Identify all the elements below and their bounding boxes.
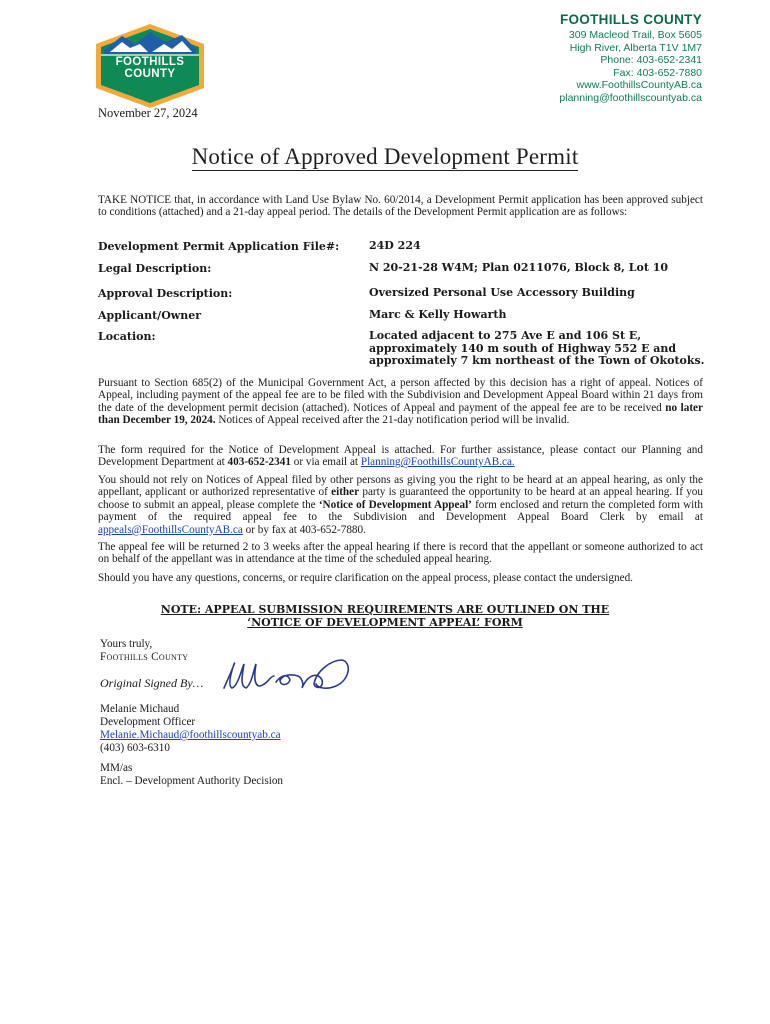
enclosure-line: Encl. – Development Authority Decision [100, 775, 284, 787]
detail-row-location [98, 330, 708, 374]
initials: MM/as [100, 762, 133, 774]
detail-row-file [98, 240, 708, 262]
detail-value: N 20-21-28 W4M; Plan 0211076, Block 8, Lot 10 [369, 261, 669, 274]
address-line-1: 309 Macleod Trail, Box 5605 [568, 29, 702, 41]
yours-truly: Yours truly, [100, 638, 153, 650]
detail-row-approval [98, 287, 708, 309]
planning-email-link[interactable]: Planning@FoothillsCountyAB.ca. [360, 456, 515, 469]
procedure-text-b: party is guaranteed the opportunity to be heard at an appeal hearing. If you choose to submit an appeal, please complete the [98, 486, 703, 511]
detail-label: Applicant/Owner [98, 309, 202, 322]
detail-row-legal [98, 262, 708, 287]
signatory-email-link[interactable]: Melanie.Michaud@foothillscountyab.ca [100, 729, 281, 741]
organization-header [442, 12, 702, 105]
form-contact-text: The form required for the Notice of Development Appeal is attached. For further assistance, please contact our Planning and Development Department at [98, 444, 703, 469]
signatory-block [100, 703, 281, 755]
procedure-text-d: or by fax at 403-652-7880. [242, 523, 366, 536]
detail-value: Oversized Personal Use Accessory Building [369, 286, 635, 299]
appeal-rights-text: Pursuant to Section 685(2) of the Municipal Government Act, a person affected by this decision has a right of appeal. Notices of Appeal, including payment of the appeal fee are to be filed with the Subdivision and Development Appeal Board within 21 days from the date of the development permit decision (attached). Notices of Appeal and payment of the appeal fee are to be received [98, 377, 703, 414]
signatory-phone: (403) 603-6310 [100, 742, 170, 754]
procedure-text-c: form enclosed and return the completed form with payment of the required appeal fee to the Subdivision and Development Appeal Board Clerk by email at [98, 498, 703, 524]
detail-label: Location: [98, 330, 156, 343]
foothills-county-logo [92, 22, 208, 110]
appeal-procedure-paragraph [98, 474, 703, 536]
appeal-fee-paragraph: The appeal fee will be returned 2 to 3 weeks after the appeal hearing if there is record that the appellant or someone authorized to act on behalf of the appellant was in attendance at the time of the scheduled appeal hearing. [98, 541, 703, 566]
fax-line: Fax: 403-652-7880 [613, 66, 702, 79]
email-line[interactable]: planning@foothillscountyab.ca [559, 91, 702, 104]
closing-org: Foothills County [100, 651, 189, 663]
appeal-form-name: ‘Notice of Development Appeal’ [318, 498, 472, 511]
detail-value: 24D 224 [369, 239, 421, 252]
document-title [0, 144, 770, 170]
procedure-text-a: You should not rely on Notices of Appeal filed by other persons as giving you the right to be heard at an appeal hearing, as only the appellant, applicant or authorized representative of [98, 474, 703, 499]
phone-line: Phone: 403-652-2341 [600, 54, 702, 67]
signature-icon [218, 650, 358, 700]
detail-label: Development Permit Application File#: [98, 240, 340, 253]
appeal-rights-tail: Notices of Appeal received after the 21-day notification period will be invalid. [215, 414, 570, 427]
permit-details [98, 240, 708, 374]
signatory-name: Melanie Michaud [100, 703, 180, 715]
original-signed-by: Original Signed By… [100, 676, 204, 690]
org-name: FOOTHILLS COUNTY [559, 12, 702, 27]
submission-note [0, 603, 770, 629]
logo-text [92, 56, 208, 80]
detail-label: Legal Description: [98, 262, 212, 275]
detail-row-applicant [98, 309, 708, 330]
detail-label: Approval Description: [98, 287, 233, 300]
enclosure-block [100, 762, 283, 788]
logo-line-1: FOOTHILLS [115, 56, 185, 68]
appeal-rights-paragraph [98, 377, 703, 427]
either-emphasis: either [331, 486, 360, 499]
note-line-2: ‘NOTICE OF DEVELOPMENT APPEAL’ FORM [247, 616, 523, 629]
address-line-2: High River, Alberta T1V 1M7 [569, 41, 702, 54]
appeals-email-link[interactable]: appeals@FoothillsCountyAB.ca [98, 523, 243, 536]
note-line-1: NOTE: APPEAL SUBMISSION REQUIREMENTS ARE OUTLINED ON THE [160, 603, 610, 616]
form-contact-mid: or via email at [290, 456, 361, 469]
appeal-deadline: no later than December 19, 2024. [98, 401, 703, 427]
website-line[interactable]: www.FoothillsCountyAB.ca [576, 79, 702, 92]
form-contact-paragraph [98, 444, 703, 469]
questions-paragraph: Should you have any questions, concerns, or require clarification on the appeal process, please contact the undersigned. [98, 572, 633, 584]
letter-date: November 27, 2024 [98, 106, 198, 120]
intro-paragraph: TAKE NOTICE that, in accordance with Land Use Bylaw No. 60/2014, a Development Permit application has been approved subject to conditions (attached) and a 21-day appeal period. The details of the Development Permit application are as follows: [98, 194, 703, 219]
signatory-role: Development Officer [100, 716, 196, 728]
detail-value: Marc & Kelly Howarth [369, 308, 507, 321]
closing-block [100, 638, 188, 664]
planning-phone: 403-652-2341 [227, 456, 291, 469]
logo-line-2: COUNTY [124, 68, 176, 80]
document-title-text: Notice of Approved Development Permit [191, 144, 579, 169]
detail-value: Located adjacent to 275 Ave E and 106 St E, approximately 140 m south of Highway 552 E and approximately 7 km northeast of the Town of Okotoks. [369, 329, 705, 368]
